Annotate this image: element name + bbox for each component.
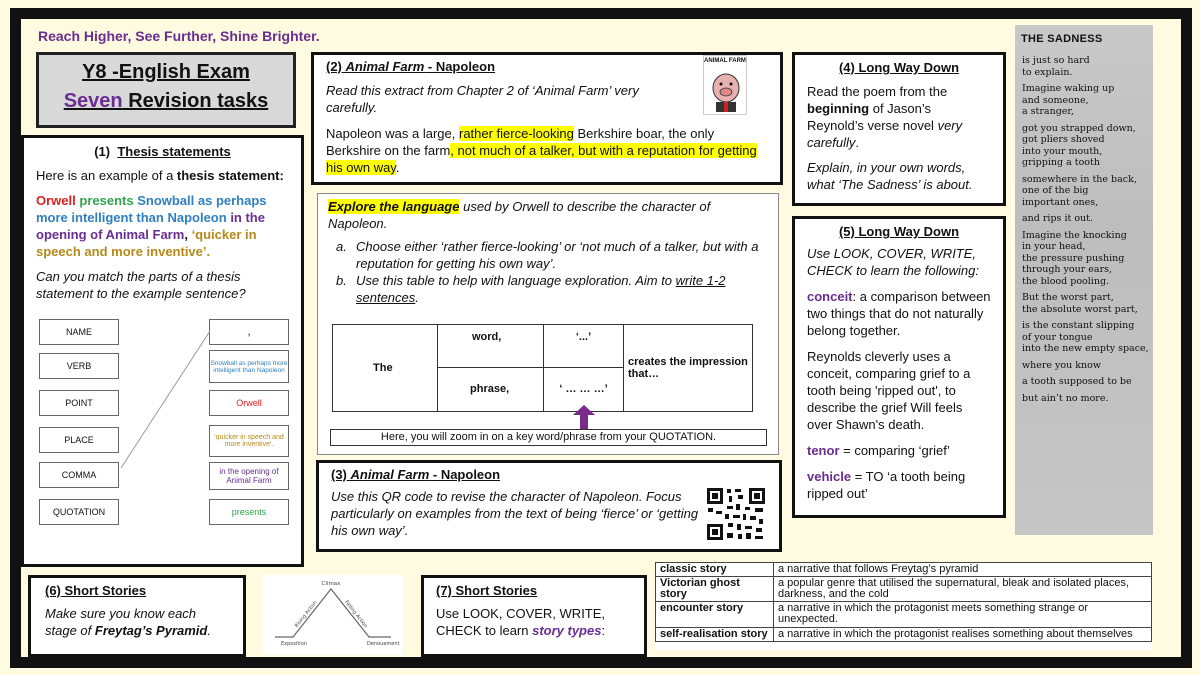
poem-line: to explain.: [1022, 66, 1073, 78]
freytag-pyramid-diagram: [263, 575, 403, 655]
table-row: Victorian ghost story a popular genre that utilised the supernatural, bleak and isolated places, darkness, and the cold: [656, 577, 1152, 602]
task7-panel: [421, 575, 647, 657]
task2-heading: (2) Animal Farm - Napoleon: [326, 59, 496, 74]
task6-heading: (6) Short Stories: [45, 583, 147, 598]
table-phrase[interactable]: phrase,: [438, 368, 544, 412]
poem-line: the pressure pushing: [1022, 252, 1125, 264]
pig-illustration: [704, 64, 748, 114]
poem-line: gripping a tooth: [1022, 157, 1100, 168]
part-snowball[interactable]: Snowball as perhaps more intelligent than Napoleon: [209, 350, 289, 383]
poem-line: the absolute worst part,: [1022, 303, 1138, 315]
part-comma[interactable]: ,: [209, 319, 289, 345]
poem-line: Imagine waking up: [1022, 83, 1115, 94]
thesis-example: Orwell presents Snowball as perhaps more intelligent than Napoleon in the opening of Animal Farm, ‘quicker in speech and more inventive’.: [36, 193, 267, 259]
task2-instruction: Read this extract from Chapter 2 of ‘Animal Farm’ very carefully.: [326, 83, 639, 115]
task2-quotation: Napoleon was a large, rather fierce-looking Berkshire boar, the only Berkshire on the farm, not much of a talker, but with a reputation for getting his own way.: [326, 126, 757, 175]
poem-line: a stranger,: [1022, 106, 1074, 117]
table-row: encounter story a narrative in which the protagonist meets something strange or unexpected.: [656, 602, 1152, 628]
school-motto: Reach Higher, See Further, Shine Brighter.: [38, 28, 320, 44]
task6-panel: [28, 575, 246, 657]
poem-line: of your tongue: [1022, 331, 1093, 343]
part-place[interactable]: in the opening of Animal Farm: [209, 462, 289, 490]
language-table: [332, 324, 753, 412]
table-quote-1[interactable]: ‘...’: [544, 325, 624, 368]
poem-line: got pliers shoved: [1022, 134, 1105, 145]
poem-line: is just so hard: [1022, 55, 1090, 66]
poem-line: somewhere in the back,: [1022, 173, 1137, 185]
poem-body: [1015, 55, 1153, 404]
page-subtitle: Seven Revision tasks: [63, 90, 269, 112]
animal-farm-cover: ANIMAL FARM: [703, 55, 747, 115]
thesis-intro: Here is an example of a thesis statement:: [36, 168, 284, 183]
table-row: classic story a narrative that follows Freytag’s pyramid: [656, 563, 1152, 577]
poem-line: is the constant slipping: [1022, 320, 1135, 331]
task4-panel: [792, 52, 1006, 206]
task7-heading: (7) Short Stories: [436, 583, 538, 598]
part-presents[interactable]: presents: [209, 499, 289, 525]
poem-line: and someone,: [1022, 94, 1089, 106]
pyramid-falling: Falling Action: [343, 599, 369, 630]
poem-panel: [1015, 25, 1153, 535]
poem-line: got you strapped down,: [1022, 122, 1136, 134]
task5-vehicle: vehicle = TO ‘a tooth being ripped out’: [807, 469, 966, 501]
explore-a: a. Choose either ‘rather fierce-looking’ or ‘not much of a talker, but with a reputation for getting his own way’.: [336, 239, 759, 271]
poem-title: THE SADNESS: [1021, 33, 1103, 45]
poem-line: but ain’t no more.: [1022, 392, 1109, 404]
poem-line: a tooth supposed to be: [1022, 376, 1132, 387]
poem-line: where you know: [1022, 359, 1102, 371]
page-title: Y8 -English Exam: [82, 61, 250, 83]
thesis-heading: (1) Thesis statements: [94, 144, 231, 159]
task5-heading: (5) Long Way Down: [838, 224, 960, 239]
explore-b: b. Use this table to help with language exploration. Aim to write 1-2 sentences.: [336, 273, 726, 305]
label-quotation[interactable]: QUOTATION: [39, 499, 119, 525]
poem-line: the blood pooling.: [1022, 275, 1110, 287]
poem-line: important ones,: [1022, 196, 1099, 208]
thesis-question: Can you match the parts of a thesis statement to the example sentence?: [36, 269, 246, 301]
pyramid-exposition: Exposition: [281, 641, 307, 647]
label-comma[interactable]: COMMA: [39, 462, 119, 488]
poem-line: in your head,: [1022, 241, 1086, 252]
poem-line: But the worst part,: [1022, 292, 1114, 303]
task5-instruction: Use LOOK, COVER, WRITE, CHECK to learn the following:: [807, 246, 979, 278]
task5-panel: [792, 216, 1006, 518]
task4-text: Read the poem from the beginning of Jason’s Reynold’s verse novel very carefully.: [807, 84, 963, 150]
task5-reynolds: Reynolds cleverly uses a conceit, comparing grief to a tooth being 'ripped out', to describe the grief Will feels over Shawn's death.: [807, 349, 971, 432]
task3-heading: (3) Animal Farm - Napoleon: [331, 467, 501, 482]
table-word[interactable]: word,: [438, 325, 544, 368]
task4-explain: Explain, in your own words, what ‘The Sadness’ is about.: [807, 160, 973, 192]
label-name[interactable]: NAME: [39, 319, 119, 345]
task5-conceit: conceit: a comparison between two things that do not naturally belong together.: [807, 289, 991, 338]
poem-line: one of the big: [1022, 185, 1089, 196]
table-quote-2[interactable]: ‘ … … …’: [544, 368, 624, 412]
qr-code[interactable]: [705, 486, 767, 542]
zoom-note: Here, you will zoom in on a key word/phrase from your QUOTATION.: [330, 429, 767, 446]
table-creates: creates the impression that…: [624, 325, 753, 412]
story-types-table: [655, 562, 1152, 650]
table-the: The: [333, 325, 438, 412]
label-point[interactable]: POINT: [39, 390, 119, 416]
explore-intro: Explore the language used by Orwell to describe the character of Napoleon.: [328, 199, 711, 231]
part-orwell[interactable]: Orwell: [209, 390, 289, 416]
up-arrow-icon: [573, 405, 595, 429]
pyramid-denouement: Denouement: [367, 641, 400, 647]
task7-text: Use LOOK, COVER, WRITE, CHECK to learn story types:: [436, 606, 606, 638]
task5-tenor: tenor = comparing ‘grief’: [807, 443, 950, 458]
poem-line: into the new empty space,: [1022, 343, 1149, 354]
pyramid-rising: Rising Action: [293, 599, 319, 630]
task6-text: Make sure you know each stage of Freytag’s Pyramid.: [45, 606, 211, 638]
poem-line: into your mouth,: [1022, 145, 1103, 157]
label-place[interactable]: PLACE: [39, 427, 119, 453]
poem-line: through your ears,: [1022, 264, 1113, 275]
task3-text: Use this QR code to revise the character of Napoleon. Focus particularly on examples from the text of being ‘fierce’ or ‘getting his own way’.: [331, 489, 699, 538]
poem-line: and rips it out.: [1022, 213, 1093, 224]
label-verb[interactable]: VERB: [39, 353, 119, 379]
part-quote[interactable]: ‘quicker in speech and more inventive’.: [209, 425, 289, 457]
pyramid-climax: Climax: [321, 581, 341, 587]
poem-line: Imagine the knocking: [1022, 229, 1127, 241]
task4-heading: (4) Long Way Down: [838, 60, 960, 75]
table-row: self-realisation story a narrative in which the protagonist realises something about themselves: [656, 628, 1152, 642]
